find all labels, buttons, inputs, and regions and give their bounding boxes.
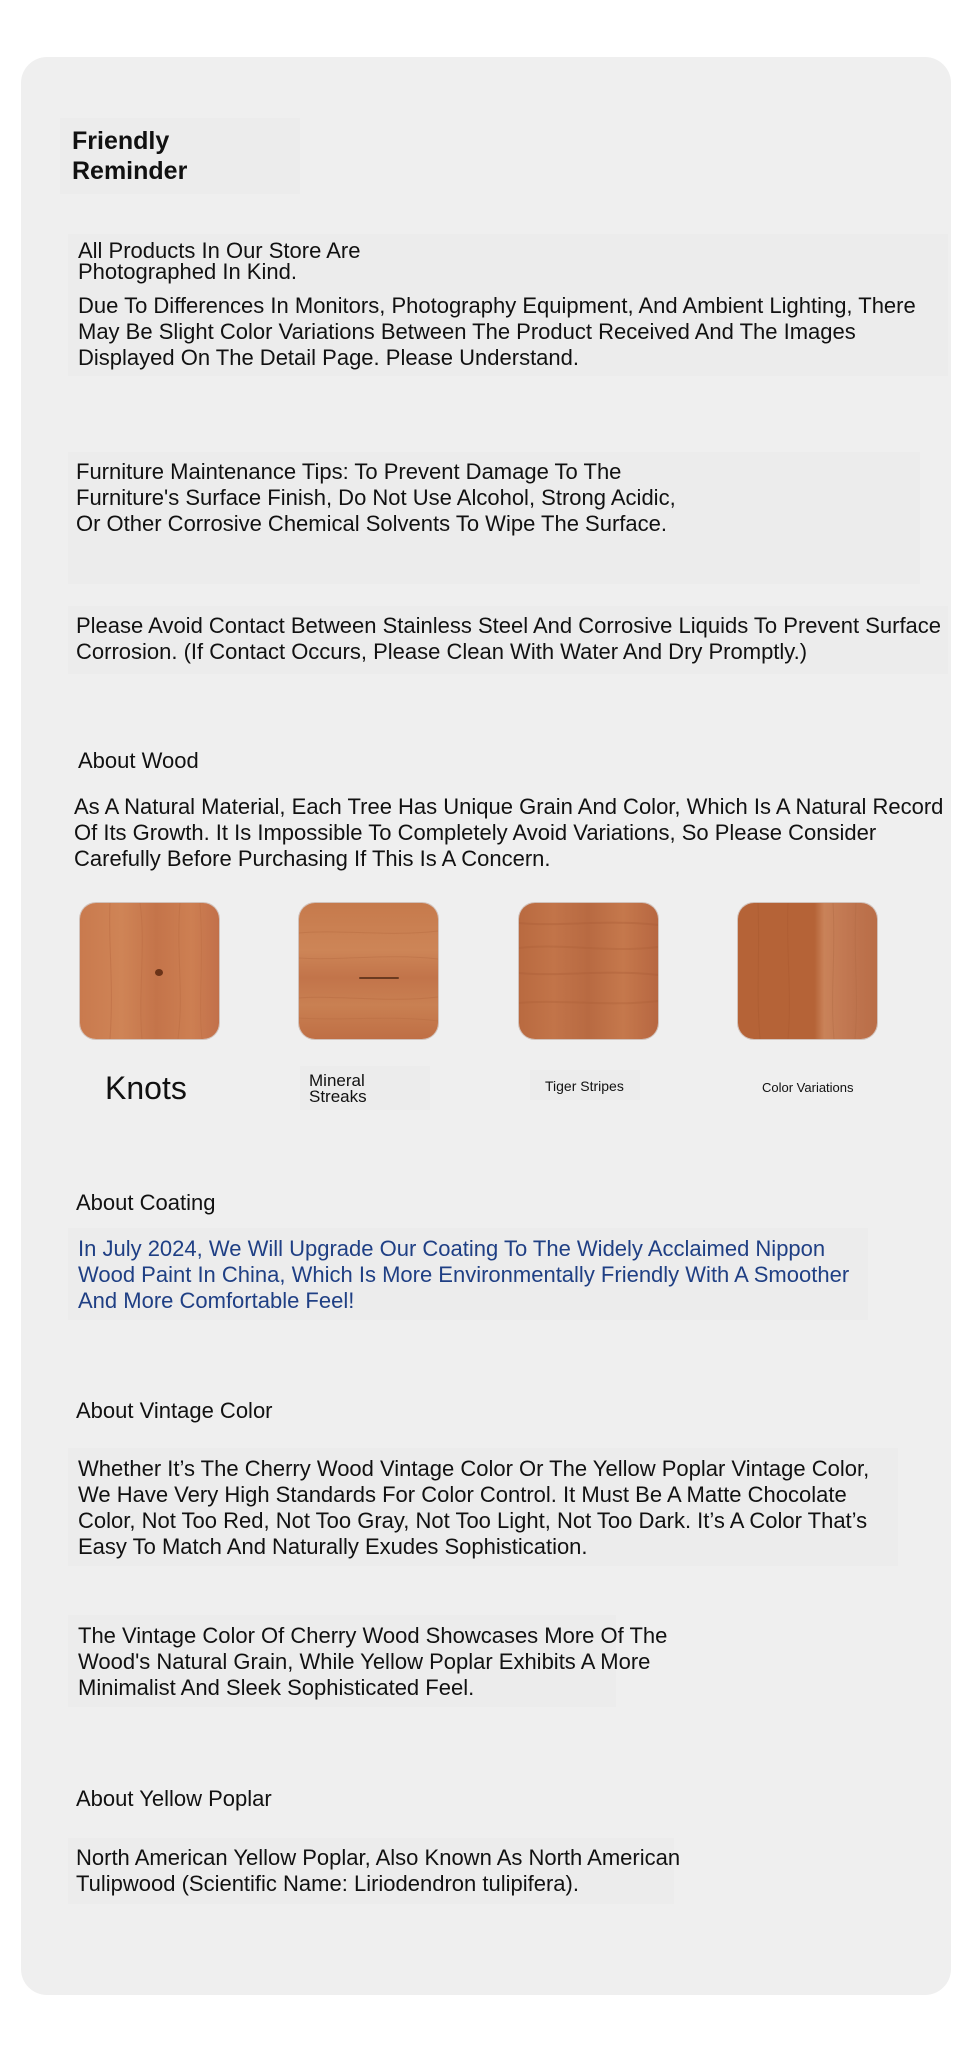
- reminder-title: Friendly Reminder: [72, 127, 188, 185]
- knots-caption: Knots: [105, 1070, 187, 1106]
- reminder-line-2: Due To Differences In Monitors, Photography Equipment, And Ambient Lighting, There May Be Slight Color Variations Between The Product Received And The Images Displayed On The Detail Page. Please Understand.: [78, 293, 916, 370]
- wood-body: As A Natural Material, Each Tree Has Unique Grain And Color, Which Is A Natural Record Of Its Growth. It Is Impossible To Completely Avoid Variations, So Please Consider Carefully Before Purchasing If This Is A Concern.: [74, 794, 944, 871]
- tiger-stripes-caption: Tiger Stripes: [545, 1078, 624, 1094]
- mineral-streaks-sample-image: [299, 903, 438, 1039]
- tiger-stripes-sample-image: [519, 903, 658, 1039]
- color-variations-caption: Color Variations: [762, 1080, 854, 1095]
- color-variations-sample-image: [738, 903, 877, 1039]
- mineral-streaks-caption: Mineral Streaks: [309, 1071, 367, 1106]
- steel-warning: Please Avoid Contact Between Stainless Steel And Corrosive Liquids To Prevent Surface Corrosion. (If Contact Occurs, Please Clean With Water And Dry Promptly.): [76, 613, 942, 664]
- wood-heading: About Wood: [78, 748, 199, 773]
- maintenance-tip: Furniture Maintenance Tips: To Prevent Damage To The Furniture's Surface Finish, Do Not Use Alcohol, Strong Acidic, Or Other Corrosive Chemical Solvents To Wipe The Surface.: [76, 459, 676, 536]
- knots-sample-image: [80, 903, 219, 1039]
- poplar-heading: About Yellow Poplar: [76, 1786, 272, 1811]
- coating-body: In July 2024, We Will Upgrade Our Coating To The Widely Acclaimed Nippon Wood Paint In China, Which Is More Environmentally Friendly With A Smoother And More Comfortable Feel!: [78, 1236, 850, 1313]
- poplar-body: North American Yellow Poplar, Also Known As North American Tulipwood (Scientific Name: Liriodendron tulipifera).: [76, 1845, 681, 1896]
- vintage-heading: About Vintage Color: [76, 1398, 273, 1423]
- vintage-body-1: Whether It’s The Cherry Wood Vintage Color Or The Yellow Poplar Vintage Color, We Have Very High Standards For Color Control. It Must Be A Matte Chocolate Color, Not Too Red, Not Too Gray, Not Too Light, Not Too Dark. It’s A Color That’s Easy To Match And Naturally Exudes Sophistication.: [78, 1456, 870, 1559]
- coating-heading: About Coating: [76, 1190, 216, 1215]
- reminder-line-1: All Products In Our Store Are Photographed In Kind.: [78, 238, 361, 284]
- vintage-body-2: The Vintage Color Of Cherry Wood Showcases More Of The Wood's Natural Grain, While Yellow Poplar Exhibits A More Minimalist And Sleek Sophisticated Feel.: [78, 1623, 668, 1700]
- knot-mark: [155, 969, 163, 976]
- mineral-streak-mark: [359, 977, 399, 979]
